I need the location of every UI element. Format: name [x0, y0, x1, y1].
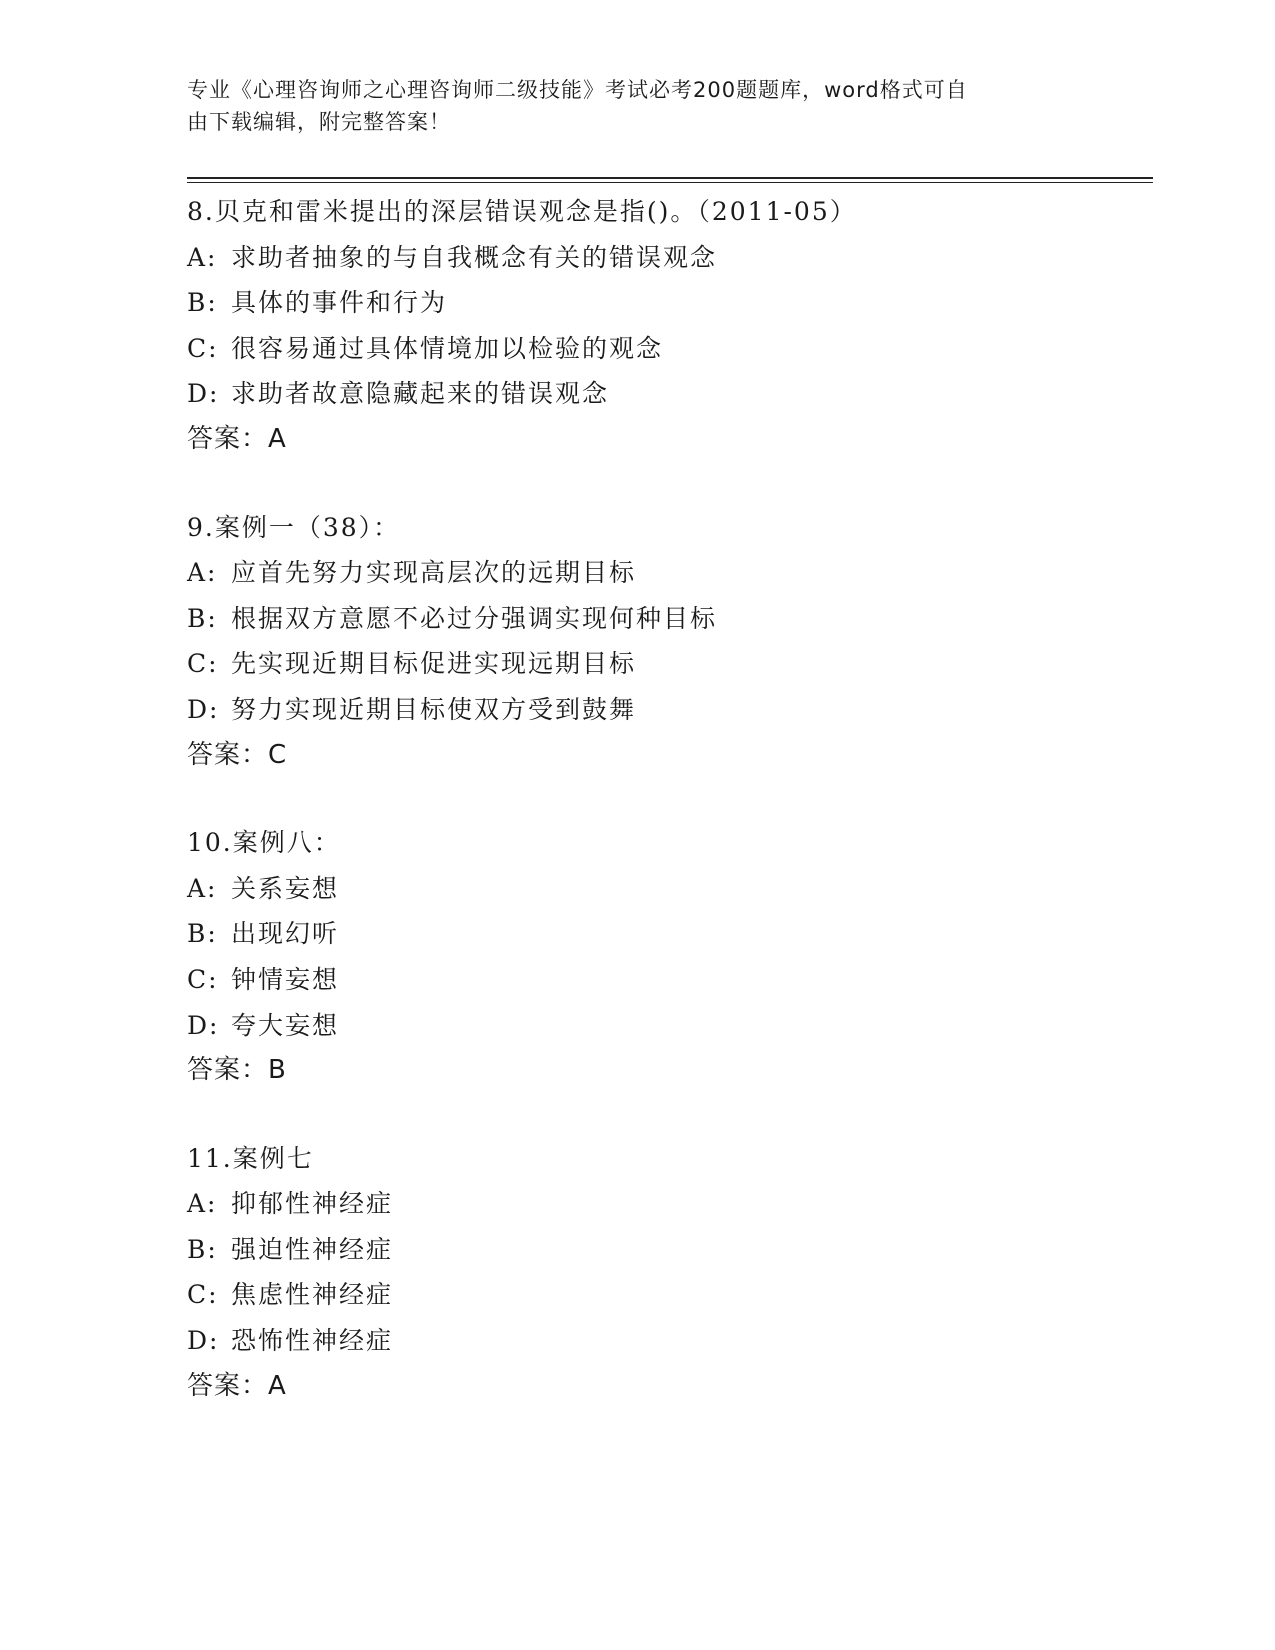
- option-text: 关系妄想: [231, 873, 340, 903]
- option-c: [187, 957, 1153, 1003]
- document-header: [187, 74, 1067, 138]
- option-letter: C:: [187, 964, 219, 994]
- option-text: 焦虑性神经症: [231, 1280, 394, 1310]
- option-letter: D:: [187, 1010, 220, 1040]
- header-line-2: 由下载编辑，附完整答案！: [187, 110, 451, 134]
- option-letter: D:: [187, 379, 220, 409]
- option-a: [187, 1181, 1153, 1227]
- option-letter: B:: [187, 919, 218, 949]
- question-stem: 10.案例八：: [187, 828, 341, 858]
- question-8: [187, 189, 1153, 463]
- header-divider-thin: [187, 182, 1153, 183]
- option-letter: B:: [187, 288, 218, 318]
- question-10: [187, 820, 1153, 1094]
- option-text: 出现幻听: [231, 919, 340, 949]
- option-letter: C:: [187, 333, 219, 363]
- question-9: [187, 505, 1153, 779]
- question-stem: 11.案例七: [187, 1143, 314, 1173]
- option-b: [187, 911, 1153, 957]
- option-letter: A:: [187, 242, 218, 272]
- option-letter: B:: [187, 1234, 218, 1264]
- option-text: 具体的事件和行为: [231, 288, 448, 318]
- option-b: [187, 280, 1153, 326]
- option-letter: D:: [187, 1326, 220, 1356]
- option-letter: C:: [187, 649, 219, 679]
- option-letter: D:: [187, 694, 220, 724]
- header-divider-thick: [187, 177, 1153, 179]
- option-letter: C:: [187, 1280, 219, 1310]
- answer-label: 答案：: [187, 1055, 269, 1086]
- option-d: [187, 1003, 1153, 1049]
- option-letter: B:: [187, 603, 218, 633]
- option-letter: A:: [187, 558, 218, 588]
- answer-line: [187, 733, 1153, 779]
- option-d: [187, 687, 1153, 733]
- option-text: 求助者抽象的与自我概念有关的错误观念: [231, 242, 718, 272]
- option-text: 夸大妄想: [231, 1010, 340, 1040]
- question-list: [187, 189, 1153, 1451]
- answer-value: A: [268, 1370, 287, 1401]
- answer-label: 答案：: [187, 1370, 269, 1401]
- option-a: [187, 866, 1153, 912]
- answer-label: 答案：: [187, 423, 269, 454]
- answer-line: [187, 1364, 1153, 1410]
- option-text: 努力实现近期目标使双方受到鼓舞: [231, 694, 637, 724]
- option-c: [187, 326, 1153, 372]
- answer-value: B: [268, 1055, 287, 1086]
- option-text: 应首先努力实现高层次的远期目标: [231, 558, 637, 588]
- option-text: 钟情妄想: [231, 964, 340, 994]
- option-letter: A:: [187, 1189, 218, 1219]
- answer-line: [187, 417, 1153, 463]
- question-11: [187, 1136, 1153, 1410]
- option-d: [187, 371, 1153, 417]
- option-c: [187, 1272, 1153, 1318]
- option-d: [187, 1318, 1153, 1364]
- option-text: 强迫性神经症: [231, 1234, 394, 1264]
- answer-label: 答案：: [187, 739, 269, 770]
- option-text: 很容易通过具体情境加以检验的观念: [231, 333, 664, 363]
- option-b: [187, 596, 1153, 642]
- answer-line: [187, 1048, 1153, 1094]
- option-text: 先实现近期目标促进实现远期目标: [231, 649, 637, 679]
- option-a: [187, 550, 1153, 596]
- option-b: [187, 1227, 1153, 1273]
- answer-value: C: [268, 739, 288, 770]
- question-stem: 9.案例一（38）：: [187, 512, 401, 542]
- option-c: [187, 641, 1153, 687]
- option-letter: A:: [187, 873, 218, 903]
- header-line-1: 专业《心理咨询师之心理咨询师二级技能》考试必考200题题库，word格式可自: [187, 78, 968, 102]
- option-text: 恐怖性神经症: [231, 1326, 394, 1356]
- option-text: 抑郁性神经症: [231, 1189, 394, 1219]
- option-text: 求助者故意隐藏起来的错误观念: [231, 379, 610, 409]
- option-text: 根据双方意愿不必过分强调实现何种目标: [231, 603, 718, 633]
- question-stem: 8.贝克和雷米提出的深层错误观念是指()。（2011-05）: [187, 197, 857, 226]
- option-a: [187, 235, 1153, 281]
- answer-value: A: [268, 423, 287, 454]
